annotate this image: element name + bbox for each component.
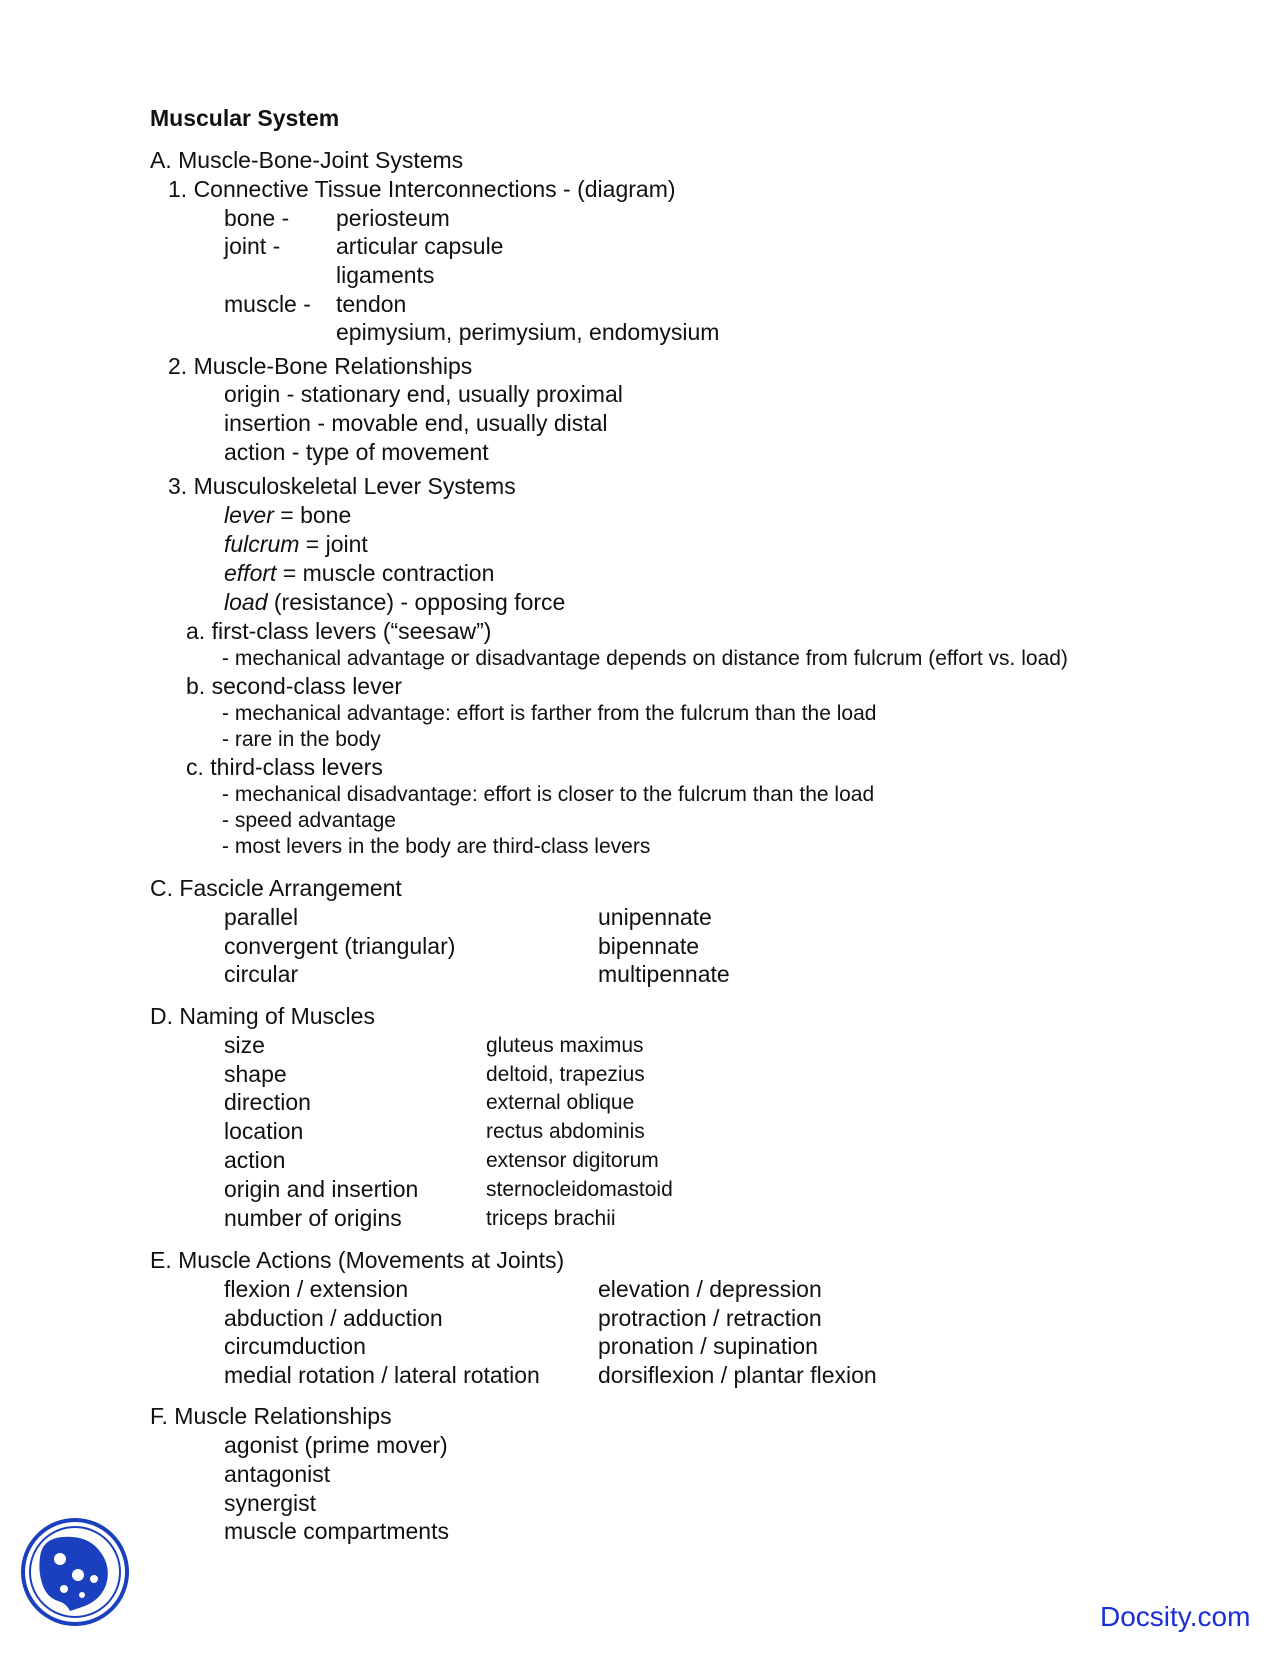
action-left-3: circumduction [224, 1333, 366, 1359]
naming-example-7: triceps brachii [486, 1207, 616, 1230]
naming-criterion-4: location [224, 1118, 304, 1144]
load-rest: (resistance) - opposing force [267, 589, 566, 615]
lever-def [224, 501, 351, 529]
docsity-logo-icon [20, 1517, 130, 1627]
tissue-label-muscle: muscle - [224, 291, 311, 317]
tissue-value-ligaments: ligaments [336, 262, 435, 288]
lever-term: lever [224, 502, 274, 528]
tissue-label-bone: bone - [224, 205, 290, 231]
action-left-4: medial rotation / lateral rotation [224, 1362, 540, 1388]
tissue-value-mysium: epimysium, perimysium, endomysium [336, 319, 720, 345]
load-def [224, 588, 565, 616]
relationship-agonist: agonist (prime mover) [224, 1432, 448, 1458]
tissue-label-joint: joint - [224, 233, 281, 259]
third-class-heading: c. third-class levers [186, 754, 383, 780]
action-right-2: protraction / retraction [598, 1305, 822, 1331]
docsity-brand-link[interactable]: Docsity.com [1100, 1601, 1251, 1632]
sub2-heading: 2. Muscle-Bone Relationships [168, 353, 473, 379]
fulcrum-def [224, 530, 368, 558]
effort-rest: = muscle contraction [276, 560, 495, 586]
load-term: load [224, 589, 268, 615]
relationship-origin: origin - stationary end, usually proximal [224, 381, 623, 407]
third-class-note-3: - most levers in the body are third-class levers [222, 835, 651, 858]
naming-criterion-2: shape [224, 1061, 287, 1087]
naming-example-3: external oblique [486, 1091, 635, 1114]
relationship-compartments: muscle compartments [224, 1518, 449, 1544]
section-d-heading: D. Naming of Muscles [150, 1003, 375, 1029]
section-c-heading: C. Fascicle Arrangement [150, 875, 402, 901]
naming-example-5: extensor digitorum [486, 1149, 659, 1172]
section-a-heading: A. Muscle-Bone-Joint Systems [150, 147, 464, 173]
relationship-antagonist: antagonist [224, 1461, 331, 1487]
action-right-1: elevation / depression [598, 1276, 822, 1302]
tissue-value-periosteum: periosteum [336, 205, 450, 231]
action-right-4: dorsiflexion / plantar flexion [598, 1362, 877, 1388]
action-left-1: flexion / extension [224, 1276, 409, 1302]
fascicle-right-2: bipennate [598, 933, 700, 959]
naming-criterion-1: size [224, 1032, 265, 1058]
naming-criterion-7: number of origins [224, 1205, 402, 1231]
fascicle-left-2: convergent (triangular) [224, 933, 456, 959]
second-class-note-2: - rare in the body [222, 728, 381, 751]
section-f-heading: F. Muscle Relationships [150, 1403, 392, 1429]
fascicle-right-3: multipennate [598, 961, 730, 987]
naming-example-1: gluteus maximus [486, 1034, 644, 1057]
fulcrum-rest: = joint [299, 531, 368, 557]
naming-criterion-6: origin and insertion [224, 1176, 419, 1202]
fascicle-right-1: unipennate [598, 904, 712, 930]
fascicle-left-1: parallel [224, 904, 299, 930]
naming-example-4: rectus abdominis [486, 1120, 645, 1143]
second-class-heading: b. second-class lever [186, 673, 403, 699]
naming-example-6: sternocleidomastoid [486, 1178, 673, 1201]
tissue-value-tendon: tendon [336, 291, 407, 317]
relationship-action: action - type of movement [224, 439, 489, 465]
page-title: Muscular System [150, 105, 340, 131]
third-class-note-1: - mechanical disadvantage: effort is closer to the fulcrum than the load [222, 783, 875, 806]
effort-def [224, 559, 494, 587]
naming-example-2: deltoid, trapezius [486, 1063, 645, 1086]
action-left-2: abduction / adduction [224, 1305, 443, 1331]
section-e-heading: E. Muscle Actions (Movements at Joints) [150, 1247, 565, 1273]
third-class-note-2: - speed advantage [222, 809, 396, 832]
first-class-note: - mechanical advantage or disadvantage depends on distance from fulcrum (effort vs. load) [222, 647, 1068, 670]
fascicle-left-3: circular [224, 961, 299, 987]
sub3-heading: 3. Musculoskeletal Lever Systems [168, 473, 516, 499]
effort-term: effort [224, 560, 277, 586]
fulcrum-term: fulcrum [224, 531, 300, 557]
naming-criterion-3: direction [224, 1089, 311, 1115]
tissue-value-articular-capsule: articular capsule [336, 233, 504, 259]
sub1-heading: 1. Connective Tissue Interconnections - (diagram) [168, 176, 676, 202]
first-class-heading: a. first-class levers (“seesaw”) [186, 618, 492, 644]
naming-criterion-5: action [224, 1147, 286, 1173]
relationship-insertion: insertion - movable end, usually distal [224, 410, 608, 436]
action-right-3: pronation / supination [598, 1333, 818, 1359]
second-class-note-1: - mechanical advantage: effort is farther from the fulcrum than the load [222, 702, 877, 725]
relationship-synergist: synergist [224, 1490, 317, 1516]
lever-rest: = bone [273, 502, 352, 528]
